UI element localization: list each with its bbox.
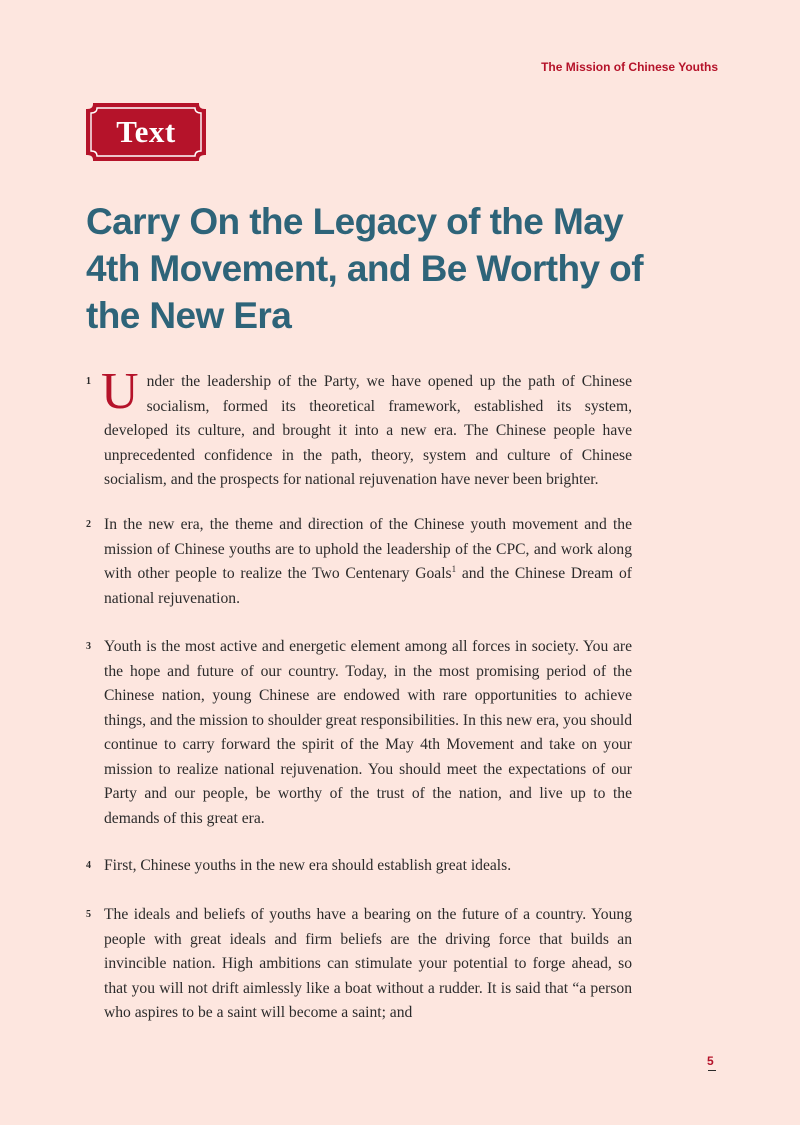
paragraph-number: 2	[86, 519, 91, 530]
page-number-underline	[708, 1070, 716, 1071]
paragraph-number: 5	[86, 909, 91, 920]
paragraph-text: nder the leadership of the Party, we have opened up the path of Chinese socialism, formed its theoretical framework, established its system, developed its culture, and brought it into a new era. The Chinese people have unprecedented confidence in the path, theory, system and culture of Chinese socialism, and the prospects for national rejuvenation have never been brighter.	[104, 373, 632, 488]
badge-label: Text	[116, 114, 176, 149]
paragraph-number: 4	[86, 860, 91, 871]
paragraph-3: Youth is the most active and energetic element among all forces in society. You are the hope and future of our country. Today, in the most promising period of the Chinese nation, young Chinese are endowed with rare opportunities to achieve things, and the mission to shoulder great responsibilities. In this new era, you should continue to carry forward the spirit of the May 4th Movement and take on your mission to realize national rejuvenation. You should meet the expectations of our Party and our people, be worthy of the trust of the nation, and live up to the demands of this great era.	[104, 638, 632, 827]
paragraph-number: 1	[86, 376, 91, 387]
paragraph-text: In the new era, the theme and direction of the Chinese youth movement and the mission of Chinese youths are to uphold the leadership of the CPC, and work along with other people to realize the Two Centenary Goals	[104, 516, 632, 582]
article-title: Carry On the Legacy of the May 4th Movement, and Be Worthy of the New Era	[86, 201, 643, 336]
section-badge	[84, 101, 208, 163]
paragraph-number: 3	[86, 641, 91, 652]
paragraph-2	[104, 513, 632, 611]
paragraph-text: and the Chinese Dream of national rejuvenation.	[104, 565, 632, 607]
page-number: 5	[707, 1054, 714, 1068]
paragraph-5: The ideals and beliefs of youths have a bearing on the future of a country. Young people with great ideals and firm beliefs are the driving force that builds an invincible nation. High ambitions can stimulate your potential to forge ahead, so that you will not drift aimlessly like a boat without a rudder. It is said that “a person who aspires to be a saint will become a saint; and	[104, 906, 632, 1021]
footnote-ref[interactable]: 1	[451, 564, 457, 574]
running-header: The Mission of Chinese Youths	[541, 60, 718, 74]
drop-cap: U	[101, 363, 139, 420]
paragraph-1	[101, 363, 632, 493]
paragraph-4: First, Chinese youths in the new era should establish great ideals.	[104, 857, 512, 874]
